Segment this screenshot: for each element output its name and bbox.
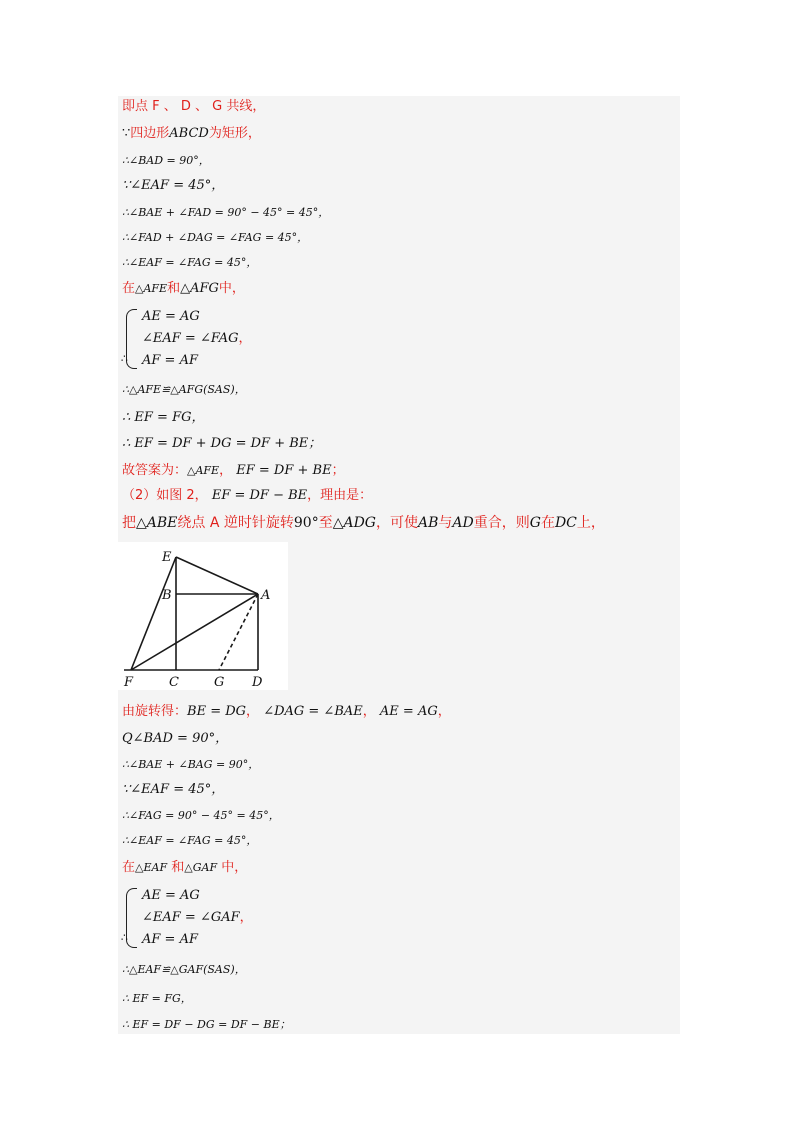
math-line: ∴ EF = DF − DG = DF − BE； [122, 1018, 291, 1031]
text-line: 在△EAF 和△GAF 中， [122, 860, 248, 875]
math-line: ∴ EF = FG， [122, 992, 192, 1005]
text-line: 由旋转得：BE = DG， ∠DAG = ∠BAE， AE = AG， [122, 704, 451, 719]
geometry-figure [118, 542, 288, 690]
math-line: ∴∠EAF = ∠FAG = 45°， [122, 834, 258, 847]
math-line: ∴ EF = DF + DG = DF + BE； [122, 436, 322, 451]
label-G: G [214, 675, 225, 690]
math-line: ∴∠BAE + ∠FAD = 90° − 45° = 45°， [122, 206, 330, 219]
math-line: Q∠BAD = 90°， [122, 731, 229, 746]
math-line: ∴∠FAD + ∠DAG = ∠FAG = 45°， [122, 231, 309, 244]
text-line: 故答案为：△AFE， EF = DF + BE； [122, 463, 345, 478]
math-line: ∴∠EAF = ∠FAG = 45°， [122, 256, 258, 269]
equation: ∠EAF = ∠GAF， [142, 910, 253, 925]
text-line: 在△AFE和△AFG中， [122, 281, 245, 296]
equation: ∠EAF = ∠FAG， [142, 331, 252, 346]
label-F: F [124, 675, 134, 690]
label-D: D [252, 675, 263, 690]
equation: AF = AF [142, 353, 198, 368]
label-C: C [169, 675, 179, 690]
therefore-symbol: ∴ [121, 931, 128, 944]
equation: AE = AG [142, 309, 200, 324]
therefore-symbol: ∴ [121, 352, 128, 365]
text-line: （2）如图 2， EF = DF − BE，理由是： [122, 488, 373, 503]
math-line: ∵∠EAF = 45°， [122, 178, 225, 193]
equation: AE = AG [142, 888, 200, 903]
label-A: A [261, 588, 271, 603]
math-line: ∴△EAF≌△GAF(SAS)， [122, 963, 246, 976]
math-line: ∴∠BAE + ∠BAG = 90°， [122, 758, 260, 771]
text-line: ∵四边形ABCD为矩形， [122, 126, 261, 141]
equation: AF = AF [142, 932, 198, 947]
label-B: B [162, 588, 172, 603]
math-line: ∴△AFE≌△AFG(SAS)， [122, 383, 246, 396]
math-line: ∴∠BAD = 90°， [122, 154, 210, 167]
text-line: 即点 F 、 D 、 G 共线， [122, 99, 266, 114]
label-E: E [162, 550, 172, 565]
math-line: ∴∠FAG = 90° − 45° = 45°， [122, 809, 280, 822]
math-line: ∵∠EAF = 45°， [122, 782, 225, 797]
math-line: ∴ EF = FG， [122, 410, 205, 425]
text-line: 把△ABE绕点 A 逆时针旋转90°至△ADG，可使AB与AD重合，则G在DC上， [122, 515, 605, 531]
